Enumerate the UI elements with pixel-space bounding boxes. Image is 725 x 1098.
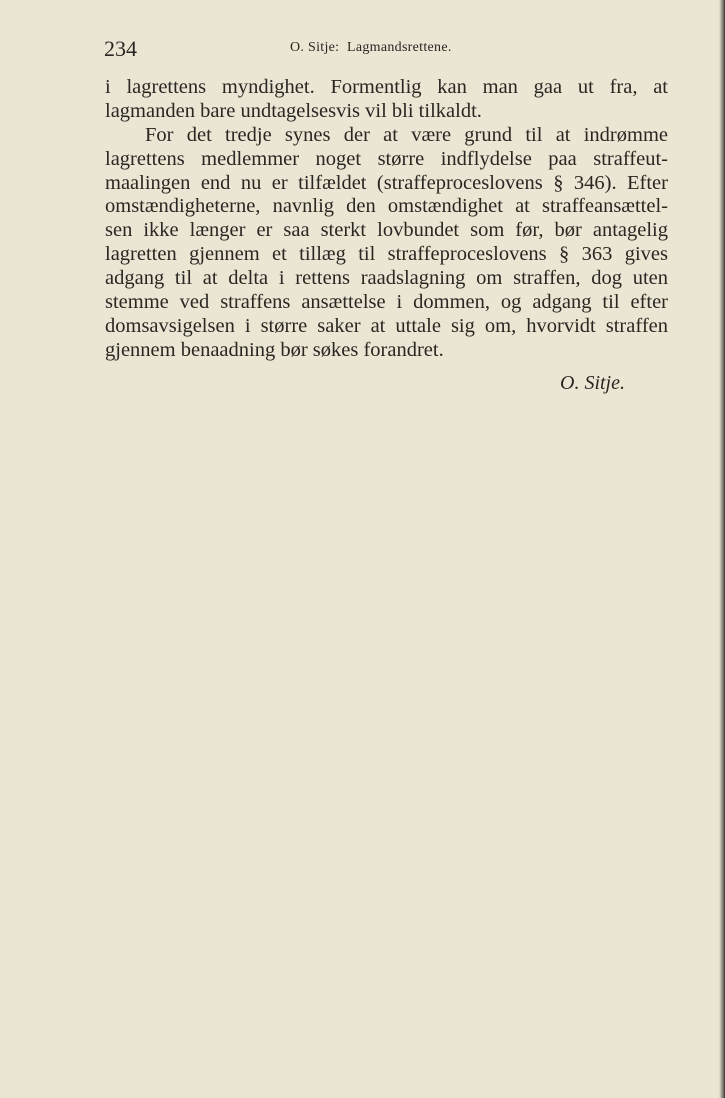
text-line: stemme ved straffens ansættelse i dommen, og adgang til efter xyxy=(105,291,668,314)
text-line: domsavsigelsen i større saker at uttale sig om, hvorvidt straffen xyxy=(105,314,668,337)
text-line: For det tredje synes der at være grund til at indrømme xyxy=(145,123,668,146)
text-line: lagretten gjennem et tillæg til straffeproceslovens § 363 gives xyxy=(105,243,668,266)
page-number: 234 xyxy=(104,36,137,61)
text-line: lagmanden bare undtagelsesvis vil bli tilkaldt. xyxy=(105,99,482,122)
text-line: omstændigheterne, navnlig den omstændighet at straffeansættel- xyxy=(105,195,668,218)
text-line: adgang til at delta i rettens raadslagning om straffen, dog uten xyxy=(105,267,668,290)
author-signature: O. Sitje. xyxy=(560,372,625,394)
text-line: i lagrettens myndighet. Formentlig kan man gaa ut fra, at xyxy=(105,76,668,98)
text-line: sen ikke længer er saa sterkt lovbundet som før, bør antagelig xyxy=(105,219,668,242)
text-line: lagrettens medlemmer noget større indflydelse paa straffeut- xyxy=(105,147,668,170)
text-line: gjennem benaadning bør søkes forandret. xyxy=(105,338,444,361)
text-line: maalingen end nu er tilfældet (straffeproceslovens § 346). Efter xyxy=(105,171,668,194)
page-edge xyxy=(719,0,725,1098)
running-header: O. Sitje: Lagmandsrettene. xyxy=(290,40,452,55)
body-text xyxy=(105,76,668,363)
